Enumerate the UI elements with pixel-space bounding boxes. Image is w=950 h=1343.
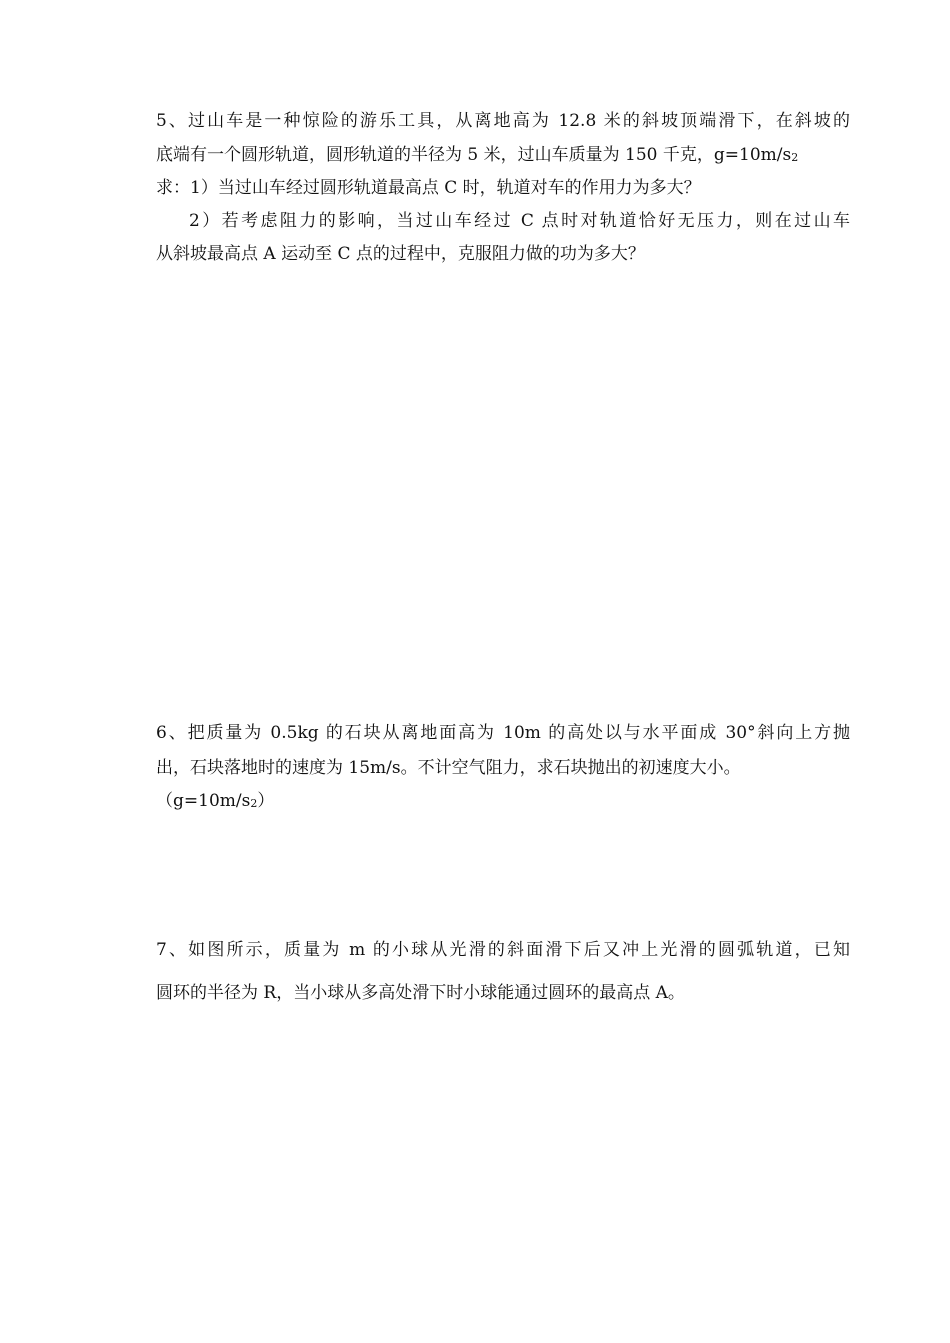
q6-line-3-close: ） (257, 791, 275, 811)
q5-line-3 (156, 177, 701, 199)
q5-line-2-text: 底端有一个圆形轨道，圆形轨道的半径为 5 米，过山车质量为 150 千克，g=10m/s (156, 145, 792, 165)
q5-line-5 (156, 243, 645, 265)
q6-line-1-text: 6、把质量为 0.5kg 的石块从离地面高为 10m 的高处以与水平面成 30°斜向上方抛 (156, 723, 850, 743)
q6-exponent: 2 (250, 797, 258, 810)
q7-line-1 (156, 939, 850, 961)
q7-line-1-text: 7、如图所示，质量为 m 的小球从光滑的斜面滑下后又冲上光滑的圆弧轨道，已知 (156, 940, 850, 960)
q5-exponent: 2 (791, 151, 799, 164)
q6-line-1 (156, 722, 850, 744)
q6-line-2-text: 出，石块落地时的速度为 15m/s。不计空气阻力，求石块抛出的初速度大小。 (156, 758, 741, 778)
q5-line-5-text: 从斜坡最高点 A 运动至 C 点的过程中，克服阻力做的功为多大？ (156, 244, 645, 264)
q7-line-2-text: 圆环的半径为 R，当小球从多高处滑下时小球能通过圆环的最高点 A。 (156, 983, 685, 1003)
q5-line-2 (156, 144, 798, 168)
q5-line-3-text: 求：1）当过山车经过圆形轨道最高点 C 时，轨道对车的作用力为多大？ (156, 178, 701, 198)
q7-line-2 (156, 982, 685, 1004)
q6-line-3-text: （g=10m/s (156, 791, 251, 811)
q5-line-4-text: 2）若考虑阻力的影响，当过山车经过 C 点时对轨道恰好无压力，则在过山车 (189, 211, 850, 231)
q6-line-3 (156, 790, 274, 814)
q5-line-4 (189, 210, 850, 232)
q5-line-1-text: 5、过山车是一种惊险的游乐工具，从离地高为 12.8 米的斜坡顶端滑下，在斜坡的 (156, 111, 850, 131)
q5-line-1 (156, 110, 850, 132)
q6-line-2 (156, 757, 741, 779)
